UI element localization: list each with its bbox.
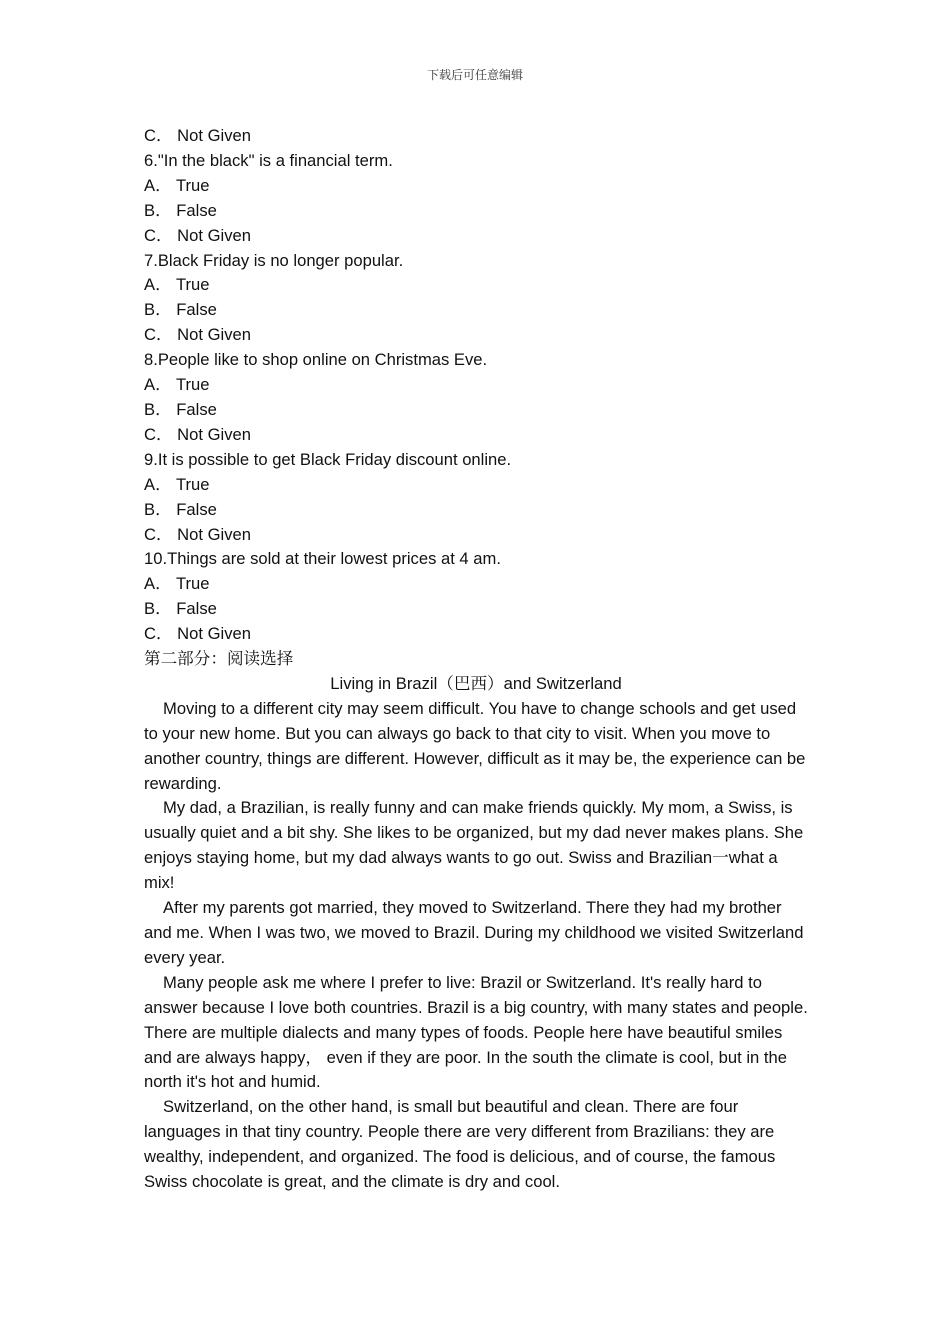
page-header: 下载后可任意编辑 — [426, 68, 523, 82]
question-stem: 8.People like to shop online on Christmas Eve. — [144, 350, 488, 370]
question-8 — [144, 348, 808, 448]
question-6 — [144, 149, 808, 249]
option-a: A． True — [144, 474, 210, 494]
question-10 — [144, 547, 808, 647]
section-title: 第二部分：阅读选择 — [144, 649, 294, 669]
question-stem: 10.Things are sold at their lowest prices at 4 am. — [144, 549, 501, 569]
question-stem: 7.Black Friday is no longer popular. — [144, 250, 404, 270]
option-c: C． Not Given — [144, 624, 251, 644]
option-c: C． Not Given — [144, 424, 251, 444]
option-a: A． True — [144, 275, 210, 295]
option-a: A． True — [144, 375, 210, 395]
document-body — [144, 124, 808, 1195]
option-b: B． False — [144, 300, 217, 320]
article-paragraph: Moving to a different city may seem difficult. You have to change schools and get used to your new home. But you can always go back to that city to visit. When you move to another country, things are different. However, difficult as it may be, the experience can be rewarding. — [144, 698, 806, 793]
article-title: Living in Brazil（巴西）and Switzerland — [330, 673, 622, 693]
question-9 — [144, 448, 808, 548]
question-stem: 6."In the black" is a financial term. — [144, 150, 393, 170]
article-paragraph: My dad, a Brazilian, is really funny and can make friends quickly. My mom, a Swiss, is usually quiet and a bit shy. She likes to be organized, but my dad never makes plans. She enjoys staying home, but my dad always wants to go out. Swiss and Brazilian一what a mix! — [144, 798, 804, 893]
option-b: B． False — [144, 599, 217, 619]
option-b: B． False — [144, 200, 217, 220]
option-b: B． False — [144, 399, 217, 419]
option-a: A． True — [144, 175, 210, 195]
article-paragraph: Many people ask me where I prefer to live: Brazil or Switzerland. It's really hard to answer because I love both countries. Brazil is a big country, with many states and people. There are multiple dialects and many types of foods. People here have beautiful smiles and are always happy， even if they are poor. In the south the climate is cool, but in the north it's hot and humid. — [144, 972, 808, 1092]
option-b: B． False — [144, 499, 217, 519]
article-paragraph: Switzerland, on the other hand, is small but beautiful and clean. There are four languages in that tiny country. People there are very different from Brazilians: they are wealthy, independent, and organized. The food is delicious, and of course, the famous Swiss chocolate is great, and the climate is dry and cool. — [144, 1097, 776, 1192]
article-paragraph: After my parents got married, they moved to Switzerland. There they had my brother and me. When I was two, we moved to Brazil. During my childhood we visited Switzerland every year. — [144, 898, 804, 967]
leading-option: C． Not Given — [144, 126, 251, 145]
option-c: C． Not Given — [144, 325, 251, 345]
question-stem: 9.It is possible to get Black Friday discount online. — [144, 449, 512, 469]
option-c: C． Not Given — [144, 225, 251, 245]
question-7 — [144, 249, 808, 349]
option-a: A． True — [144, 574, 210, 594]
option-c: C． Not Given — [144, 524, 251, 544]
